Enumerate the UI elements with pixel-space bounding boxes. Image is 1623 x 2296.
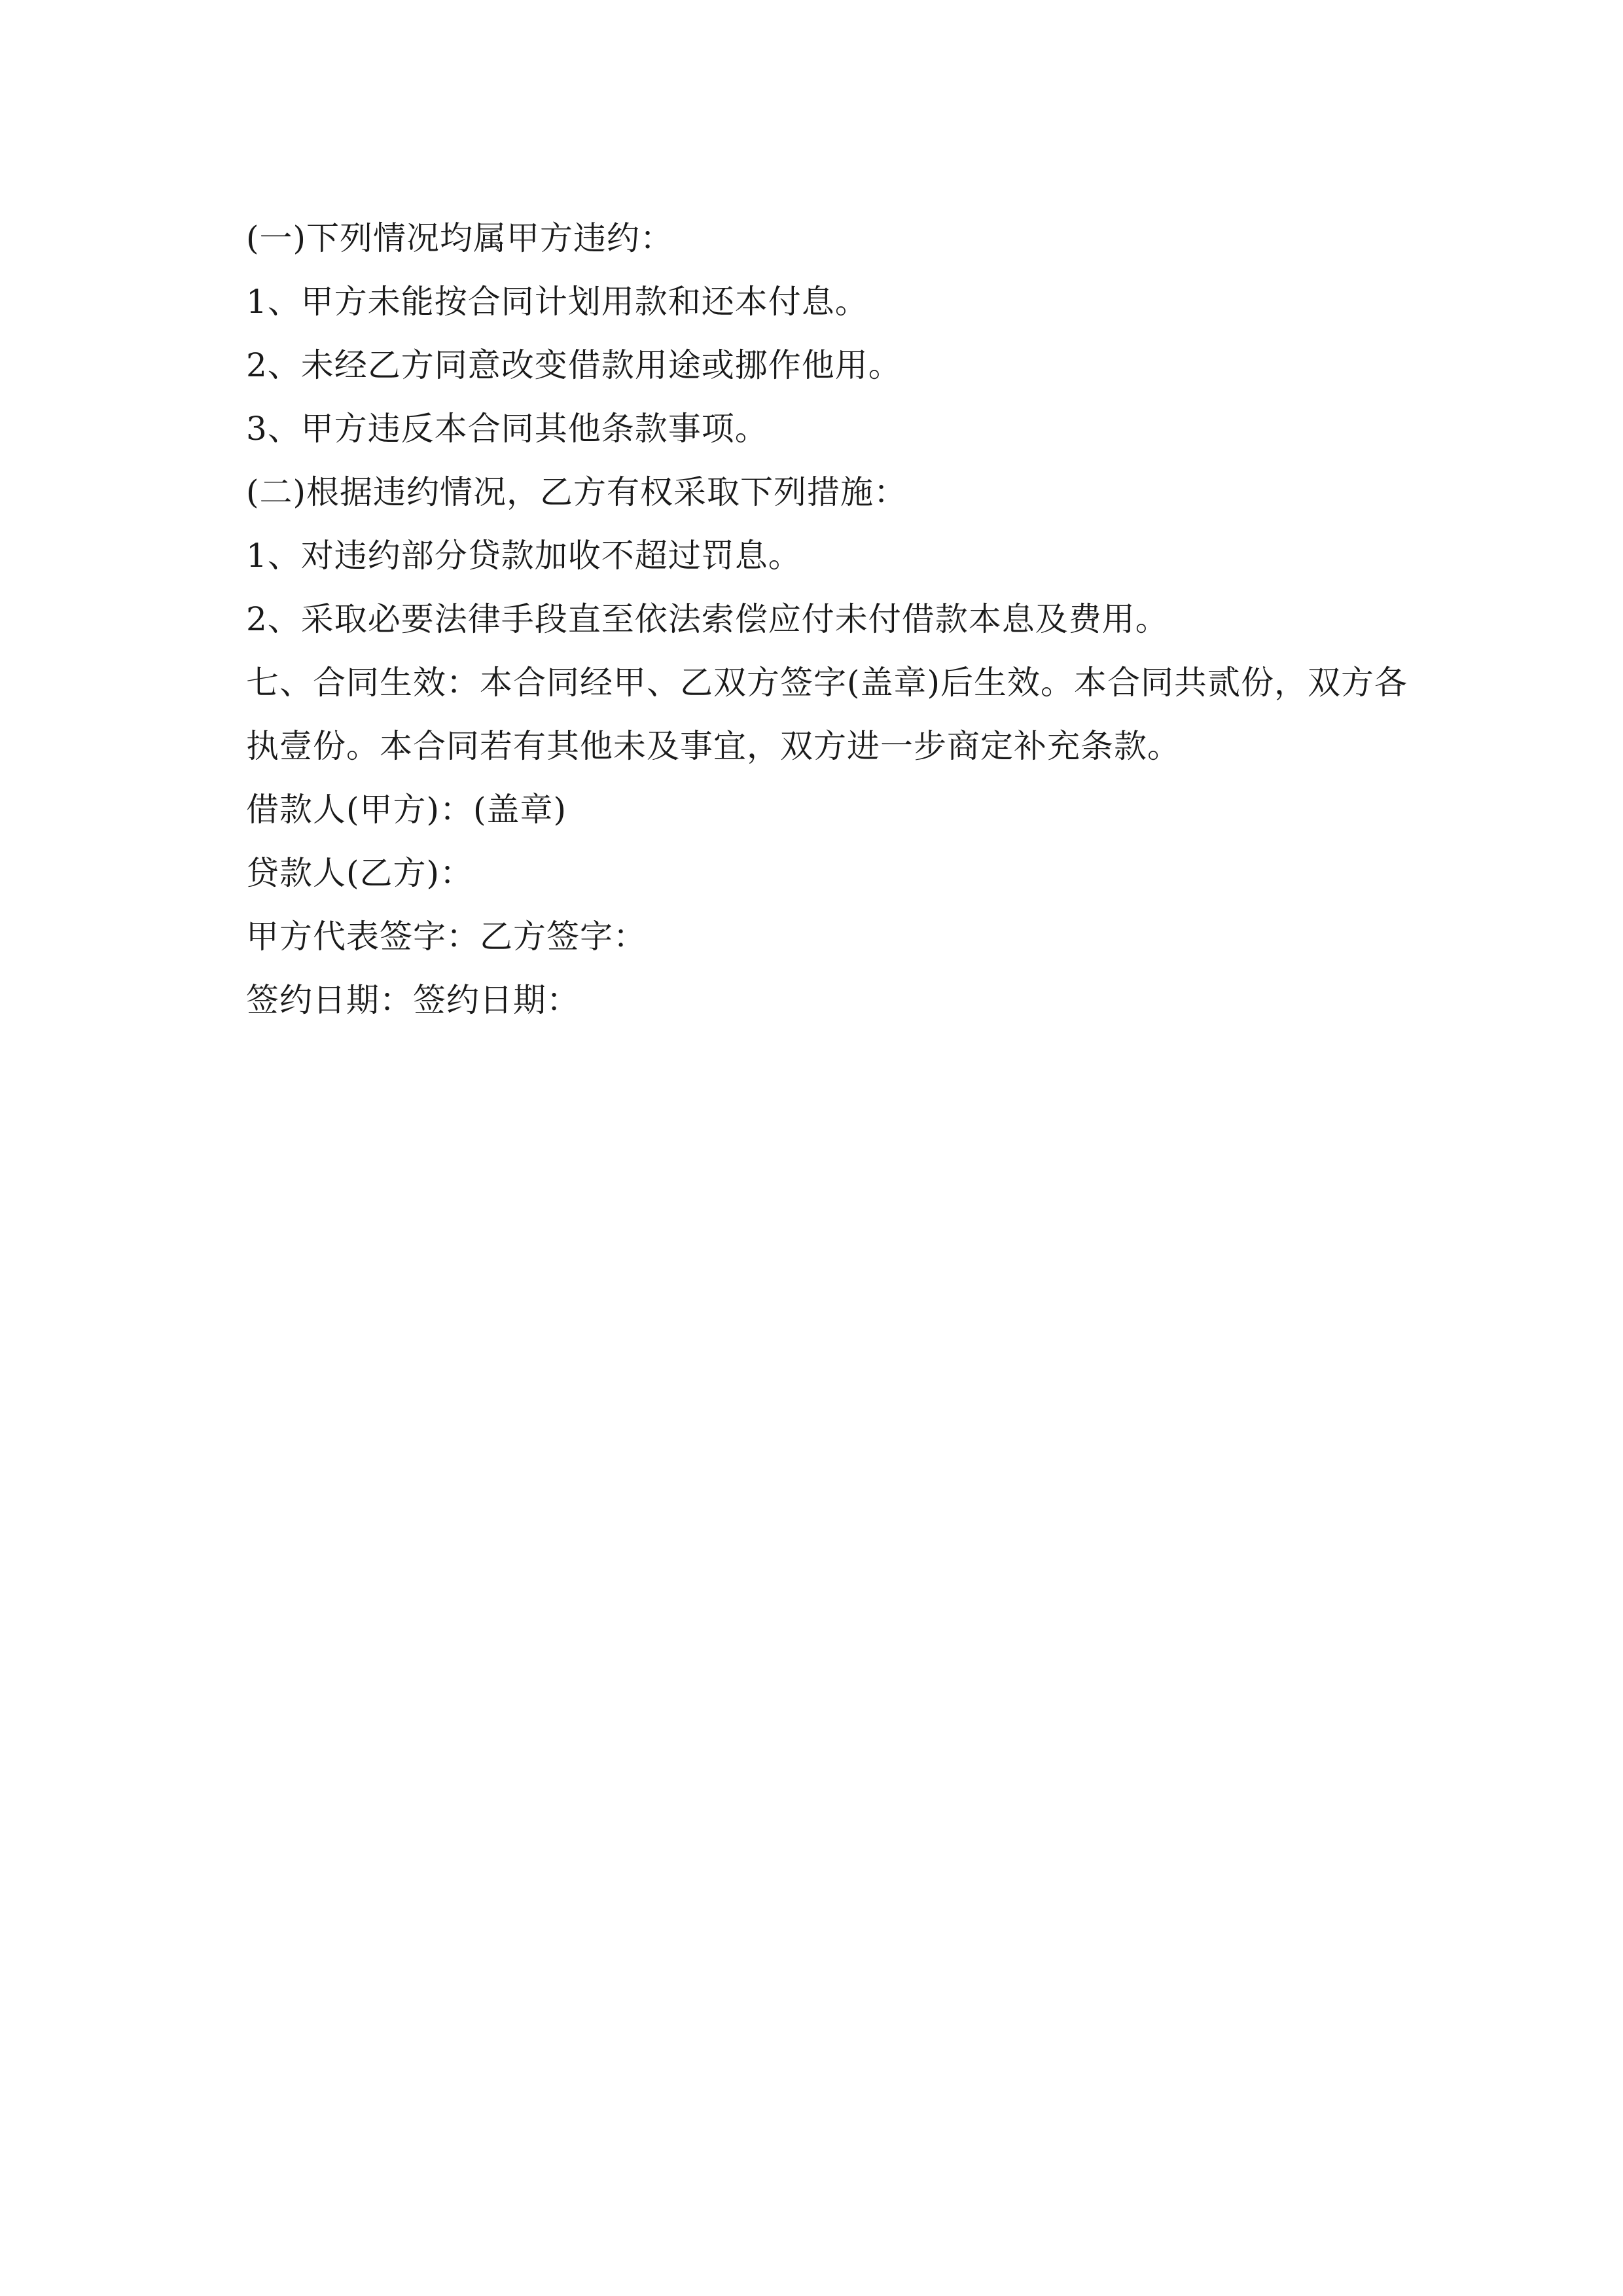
breach-party-a-heading: (一)下列情况均属甲方违约：	[246, 219, 674, 257]
breach-item-2: 2、未经乙方同意改变借款用途或挪作他用。	[246, 346, 902, 384]
signing-date-line: 签约日期：签约日期：	[246, 981, 580, 1019]
breach-item-1: 1、甲方未能按合同计划用款和还本付息。	[246, 283, 868, 321]
breach-item-3: 3、甲方违反本合同其他条款事项。	[246, 410, 768, 448]
borrower-signature-line: 借款人(甲方)：(盖章)	[246, 791, 567, 829]
effectiveness-clause-line-2: 执壹份。本合同若有其他未及事宜，双方进一步商定补充条款。	[246, 727, 1181, 765]
remedy-item-2: 2、采取必要法律手段直至依法索偿应付未付借款本息及费用。	[246, 600, 1169, 638]
remedy-item-1: 1、对违约部分贷款加收不超过罚息。	[246, 537, 802, 575]
lender-signature-line: 贷款人(乙方)：	[246, 854, 474, 892]
effectiveness-clause-line-1: 七、合同生效：本合同经甲、乙双方签字(盖章)后生效。本合同共贰份，双方各	[246, 664, 1408, 702]
remedies-heading: (二)根据违约情况，乙方有权采取下列措施：	[246, 473, 908, 511]
representative-signature-line: 甲方代表签字：乙方签字：	[246, 918, 647, 956]
contract-text-block	[246, 207, 1408, 1032]
